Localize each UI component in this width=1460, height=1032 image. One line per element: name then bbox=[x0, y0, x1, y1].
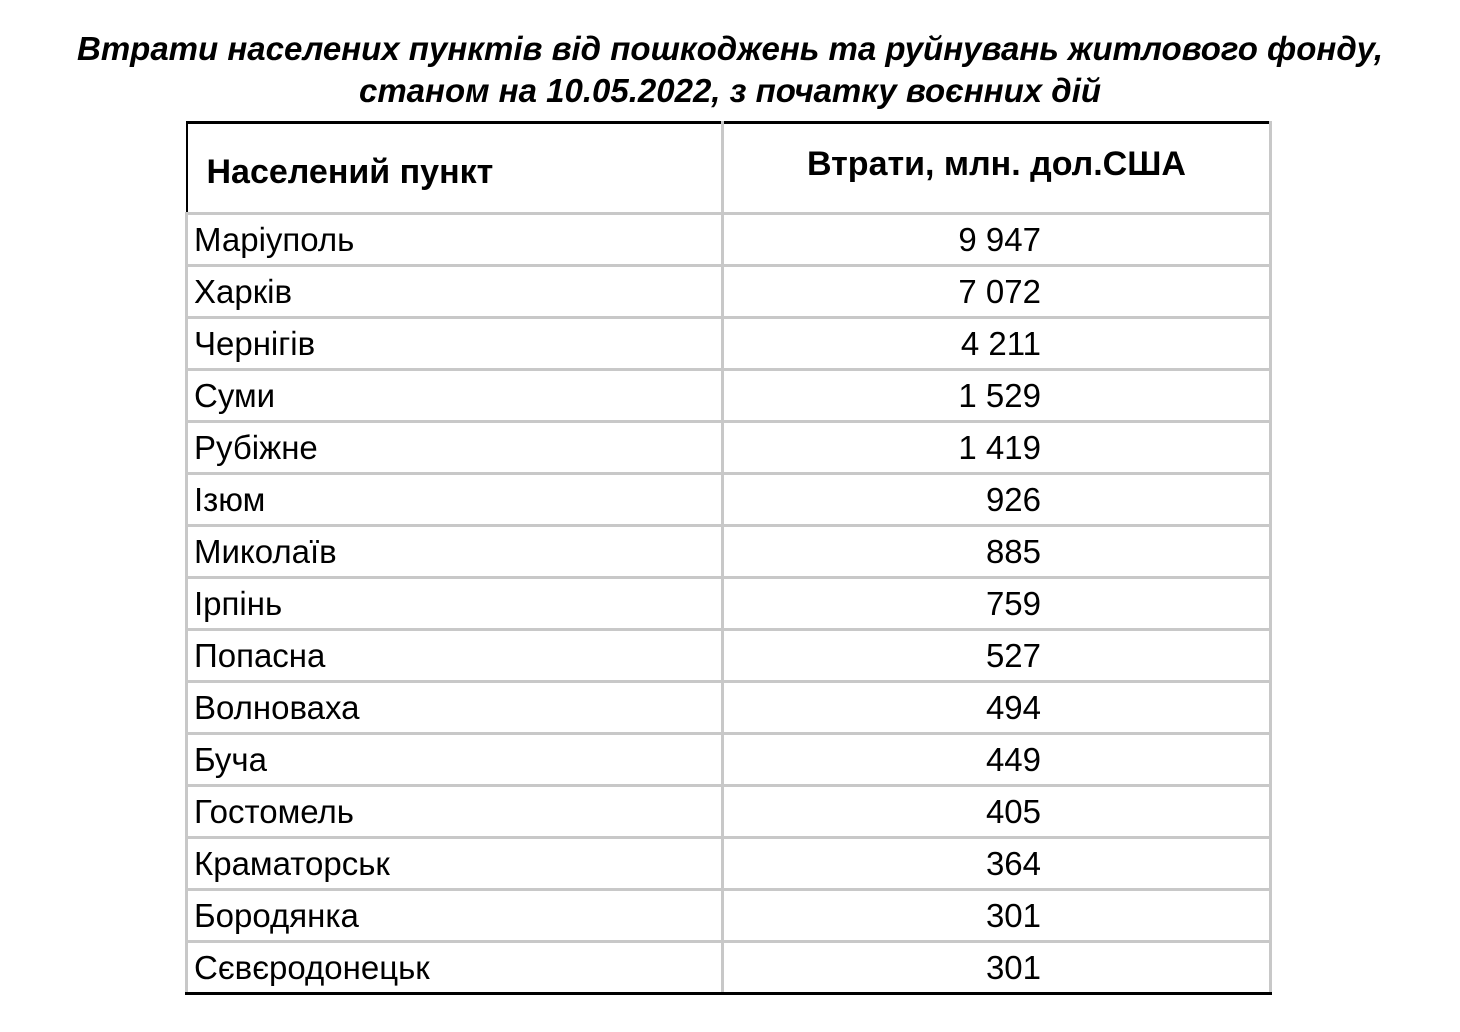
losses-value-text: 364 bbox=[985, 844, 1041, 882]
settlement-name: Рубіжне bbox=[187, 422, 723, 474]
table-row bbox=[187, 630, 1271, 682]
column-header-losses: Втрати, млн. дол.США bbox=[723, 123, 1271, 214]
losses-value-text: 301 bbox=[985, 896, 1041, 934]
table-row bbox=[187, 942, 1271, 994]
settlement-name: Буча bbox=[187, 734, 723, 786]
losses-value-text: 405 bbox=[985, 792, 1041, 830]
table-row bbox=[187, 734, 1271, 786]
table-row bbox=[187, 526, 1271, 578]
settlement-name: Сєвєродонецьк bbox=[187, 942, 723, 994]
losses-value-text: 4 211 bbox=[960, 324, 1041, 362]
table-row bbox=[187, 214, 1271, 266]
settlement-name: Харків bbox=[187, 266, 723, 318]
table-row bbox=[187, 370, 1271, 422]
losses-value bbox=[723, 838, 1271, 890]
table-row bbox=[187, 890, 1271, 942]
settlement-name: Бородянка bbox=[187, 890, 723, 942]
losses-value-text: 7 072 bbox=[958, 272, 1041, 310]
table-row bbox=[187, 266, 1271, 318]
losses-value bbox=[723, 422, 1271, 474]
losses-value bbox=[723, 214, 1271, 266]
losses-value bbox=[723, 578, 1271, 630]
table-row bbox=[187, 682, 1271, 734]
losses-value bbox=[723, 630, 1271, 682]
table-header-row bbox=[187, 123, 1271, 214]
settlement-name: Чернігів bbox=[187, 318, 723, 370]
losses-value-text: 1 529 bbox=[958, 376, 1041, 414]
losses-value bbox=[723, 474, 1271, 526]
settlement-name: Гостомель bbox=[187, 786, 723, 838]
losses-value-text: 1 419 bbox=[958, 428, 1041, 466]
losses-value bbox=[723, 890, 1271, 942]
losses-value bbox=[723, 734, 1271, 786]
losses-value bbox=[723, 942, 1271, 994]
losses-value-text: 885 bbox=[985, 532, 1041, 570]
title-line-1: Втрати населених пунктів від пошкоджень та руйнувань житлового фонду, bbox=[77, 30, 1383, 67]
losses-table bbox=[185, 121, 1272, 995]
table-row bbox=[187, 318, 1271, 370]
losses-value-text: 494 bbox=[985, 688, 1041, 726]
settlement-name: Попасна bbox=[187, 630, 723, 682]
losses-value-text: 301 bbox=[985, 948, 1041, 986]
losses-value bbox=[723, 786, 1271, 838]
column-header-settlement: Населений пункт bbox=[187, 123, 723, 214]
settlement-name: Суми bbox=[187, 370, 723, 422]
settlement-name: Волноваха bbox=[187, 682, 723, 734]
losses-value-text: 759 bbox=[985, 584, 1041, 622]
settlement-name: Миколаїв bbox=[187, 526, 723, 578]
losses-value bbox=[723, 370, 1271, 422]
losses-value-text: 449 bbox=[985, 740, 1041, 778]
table-row bbox=[187, 786, 1271, 838]
losses-value-text: 9 947 bbox=[958, 220, 1041, 258]
losses-value bbox=[723, 682, 1271, 734]
title-line-2: станом на 10.05.2022, з початку воєнних дій bbox=[358, 72, 1102, 109]
table-row bbox=[187, 578, 1271, 630]
table-row bbox=[187, 474, 1271, 526]
losses-value bbox=[723, 526, 1271, 578]
losses-value-text: 926 bbox=[985, 480, 1041, 518]
settlement-name: Маріуполь bbox=[187, 214, 723, 266]
settlement-name: Ізюм bbox=[187, 474, 723, 526]
settlement-name: Краматорськ bbox=[187, 838, 723, 890]
settlement-name: Ірпінь bbox=[187, 578, 723, 630]
losses-value bbox=[723, 318, 1271, 370]
document-title bbox=[0, 28, 1460, 112]
table-row bbox=[187, 838, 1271, 890]
losses-value bbox=[723, 266, 1271, 318]
losses-value-text: 527 bbox=[985, 636, 1041, 674]
table-row bbox=[187, 422, 1271, 474]
